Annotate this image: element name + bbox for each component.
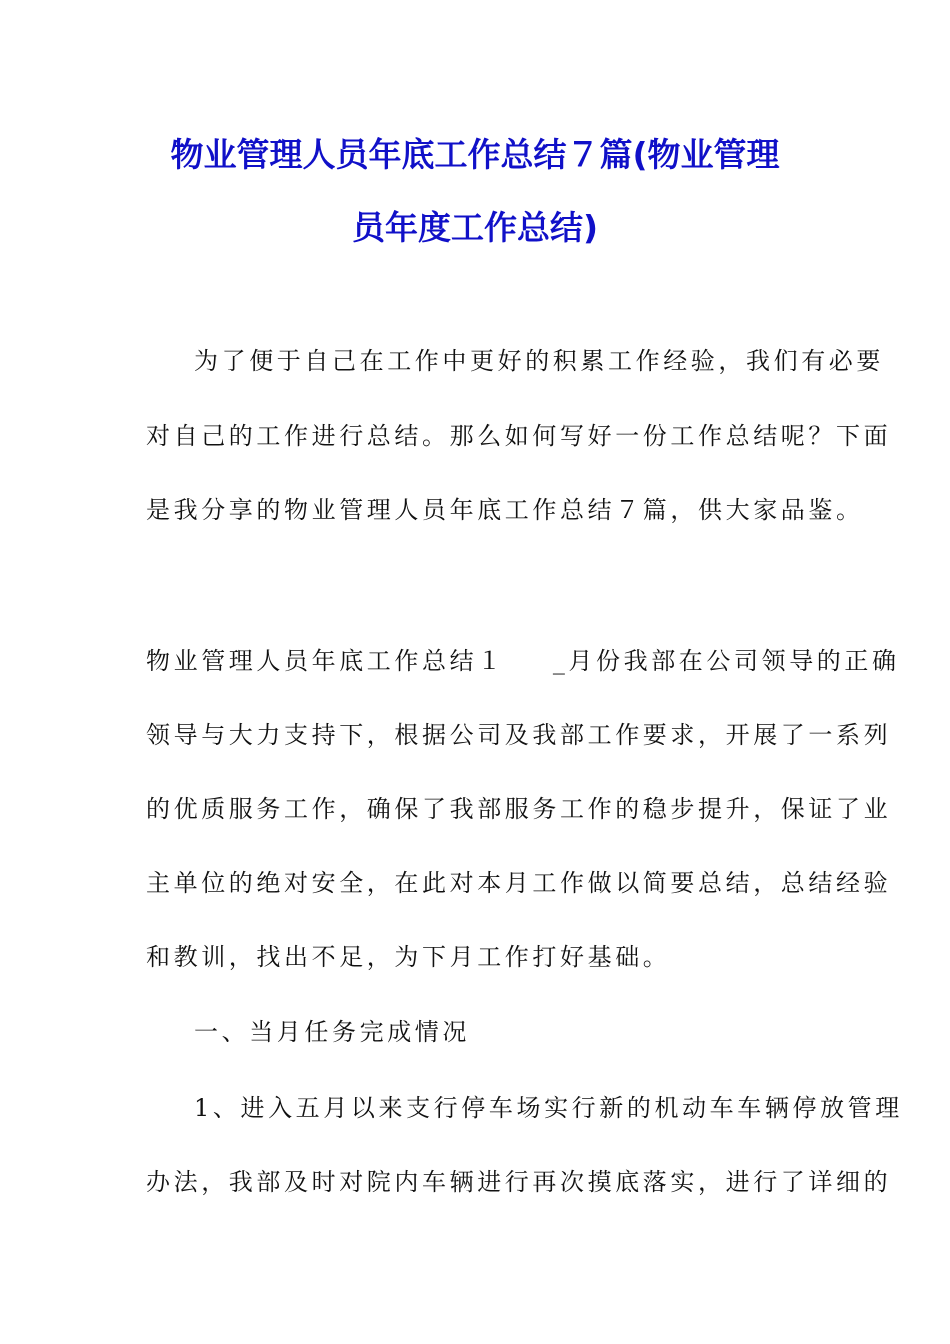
section-1-subheading: 一、当月任务完成情况 <box>194 1018 470 1046</box>
item-1-line-2: 办法，我部及时对院内车辆进行再次摸底落实，进行了详细的 <box>146 1168 892 1196</box>
document-title-line-2: 员年度工作总结) <box>351 208 599 247</box>
section-1-first-line-text: _月份我部在公司领导的正确 <box>552 647 900 675</box>
section-1-body-line-4: 和教训，找出不足，为下月工作打好基础。 <box>146 943 671 971</box>
item-1-line-1: 1、进入五月以来支行停车场实行新的机动车车辆停放管理 <box>194 1094 903 1122</box>
section-1-body-line-2: 的优质服务工作，确保了我部服务工作的稳步提升，保证了业 <box>146 795 892 823</box>
intro-line-1: 为了便于自己在工作中更好的积累工作经验，我们有必要 <box>194 347 884 375</box>
section-1-body-line-3: 主单位的绝对安全，在此对本月工作做以简要总结，总结经验 <box>146 869 892 897</box>
section-1-heading: 物业管理人员年底工作总结１ <box>146 647 505 675</box>
section-1-first-line <box>146 645 900 677</box>
document-title-line-1: 物业管理人员年底工作总结７篇(物业管理 <box>170 135 780 174</box>
intro-line-3: 是我分享的物业管理人员年底工作总结７篇，供大家品鉴。 <box>146 496 864 524</box>
section-1-body-line-1: 领导与大力支持下，根据公司及我部工作要求，开展了一系列 <box>146 721 892 749</box>
intro-line-2: 对自己的工作进行总结。那么如何写好一份工作总结呢？下面 <box>146 422 892 450</box>
